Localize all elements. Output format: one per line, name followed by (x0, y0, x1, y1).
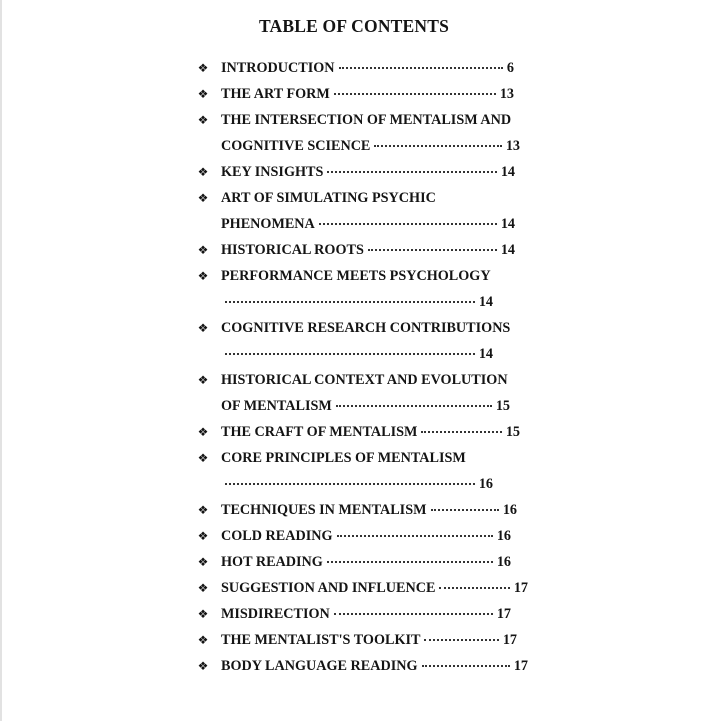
toc-entry-title: HISTORICAL ROOTS (221, 242, 364, 258)
dot-leader (374, 144, 501, 147)
bullet-icon: ❖ (197, 87, 209, 101)
dot-leader (431, 508, 499, 511)
page-title: TABLE OF CONTENTS (258, 16, 450, 36)
toc-page-number: 14 (500, 242, 515, 258)
dot-leader (421, 430, 501, 433)
dot-leader (336, 404, 492, 407)
toc-page-number: 16 (496, 554, 511, 570)
toc-entry-line (221, 58, 514, 78)
toc-entry-line (221, 526, 511, 546)
toc-entry-line (221, 344, 493, 364)
toc-entry-line (221, 656, 528, 676)
toc-page-number: 14 (478, 346, 493, 362)
toc-entry-title: KEY INSIGHTS (221, 164, 324, 180)
toc-page-number: 17 (496, 606, 511, 622)
toc-page-number: 14 (500, 164, 515, 180)
dot-leader (225, 352, 475, 355)
bullet-icon: ❖ (197, 503, 209, 517)
toc-entry-title: COLD READING (221, 528, 333, 544)
bullet-icon: ❖ (197, 243, 209, 257)
bullet-icon: ❖ (197, 555, 209, 569)
toc-page-number: 17 (513, 580, 528, 596)
dot-leader (339, 66, 503, 69)
toc-page-number: 14 (478, 294, 493, 310)
toc-entry-line (221, 604, 511, 624)
toc-entry-line (221, 448, 466, 468)
toc-entry-line (221, 422, 520, 442)
toc-entry-title: HISTORICAL CONTEXT AND EVOLUTION (221, 372, 508, 388)
toc-entry-title: PERFORMANCE MEETS PSYCHOLOGY (221, 268, 491, 284)
toc-entry-title: MISDIRECTION (221, 606, 330, 622)
bullet-icon: ❖ (197, 451, 209, 465)
bullet-icon: ❖ (197, 269, 209, 283)
toc-entry-title: COGNITIVE SCIENCE (221, 138, 371, 154)
bullet-icon: ❖ (197, 61, 209, 75)
toc-entry-title: INTRODUCTION (221, 60, 335, 76)
toc-entry-title: HOT READING (221, 554, 323, 570)
dot-leader (327, 560, 493, 563)
bullet-icon: ❖ (197, 113, 209, 127)
toc-entry-title: TECHNIQUES IN MENTALISM (221, 502, 427, 518)
toc-entry-line (221, 396, 510, 416)
toc-entry-line (221, 318, 510, 338)
toc-entry-line (221, 188, 436, 208)
dot-leader (424, 638, 498, 641)
toc-entry-line (221, 630, 517, 650)
dot-leader (334, 612, 493, 615)
toc-entry-title: THE ART FORM (221, 86, 330, 102)
dot-leader (422, 664, 510, 667)
toc-entry-line (221, 162, 515, 182)
toc-entry-line (221, 474, 493, 494)
toc-entry-title: ART OF SIMULATING PSYCHIC (221, 190, 436, 206)
bullet-icon: ❖ (197, 607, 209, 621)
toc-page-number: 16 (502, 502, 517, 518)
toc-entry-title: SUGGESTION AND INFLUENCE (221, 580, 436, 596)
toc-entry-line (221, 240, 515, 260)
toc-page-number: 13 (499, 86, 514, 102)
bullet-icon: ❖ (197, 321, 209, 335)
toc-entry-title: COGNITIVE RESEARCH CONTRIBUTIONS (221, 320, 511, 336)
toc-entry-title: PHENOMENA (221, 216, 315, 232)
toc-page-number: 16 (496, 528, 511, 544)
bullet-icon: ❖ (197, 373, 209, 387)
toc-page-number: 16 (478, 476, 493, 492)
dot-leader (319, 222, 497, 225)
dot-leader (439, 586, 509, 589)
dot-leader (225, 300, 475, 303)
toc-entry-line (221, 370, 508, 390)
toc-entry-title: THE CRAFT OF MENTALISM (221, 424, 418, 440)
bullet-icon: ❖ (197, 165, 209, 179)
toc-page-number: 17 (513, 658, 528, 674)
toc-entry-title: CORE PRINCIPLES OF MENTALISM (221, 450, 466, 466)
bullet-icon: ❖ (197, 425, 209, 439)
toc-entry-title: THE INTERSECTION OF MENTALISM AND (221, 112, 512, 128)
toc-entry-line (221, 266, 491, 286)
toc-entry-line (221, 578, 528, 598)
dot-leader (337, 534, 493, 537)
dot-leader (368, 248, 497, 251)
toc-entry-line (221, 84, 514, 104)
bullet-icon: ❖ (197, 529, 209, 543)
toc-entry-title: BODY LANGUAGE READING (221, 658, 418, 674)
toc-entry-line (221, 292, 493, 312)
toc-entry-line (221, 110, 511, 130)
toc-page-number: 13 (505, 138, 520, 154)
dot-leader (327, 170, 496, 173)
toc-page-number: 15 (495, 398, 510, 414)
toc-entry-title: THE MENTALIST'S TOOLKIT (221, 632, 421, 648)
toc-entry-line (221, 214, 515, 234)
toc-entry-line (221, 136, 520, 156)
bullet-icon: ❖ (197, 633, 209, 647)
bullet-icon: ❖ (197, 191, 209, 205)
toc-entry-line (221, 500, 517, 520)
toc-page-number: 6 (506, 60, 514, 76)
toc-page-number: 15 (505, 424, 520, 440)
dot-leader (225, 482, 475, 485)
toc-entry-title: OF MENTALISM (221, 398, 332, 414)
toc-page-number: 14 (500, 216, 515, 232)
toc-page-number: 17 (502, 632, 517, 648)
toc-entry-line (221, 552, 511, 572)
bullet-icon: ❖ (197, 659, 209, 673)
bullet-icon: ❖ (197, 581, 209, 595)
dot-leader (334, 92, 496, 95)
